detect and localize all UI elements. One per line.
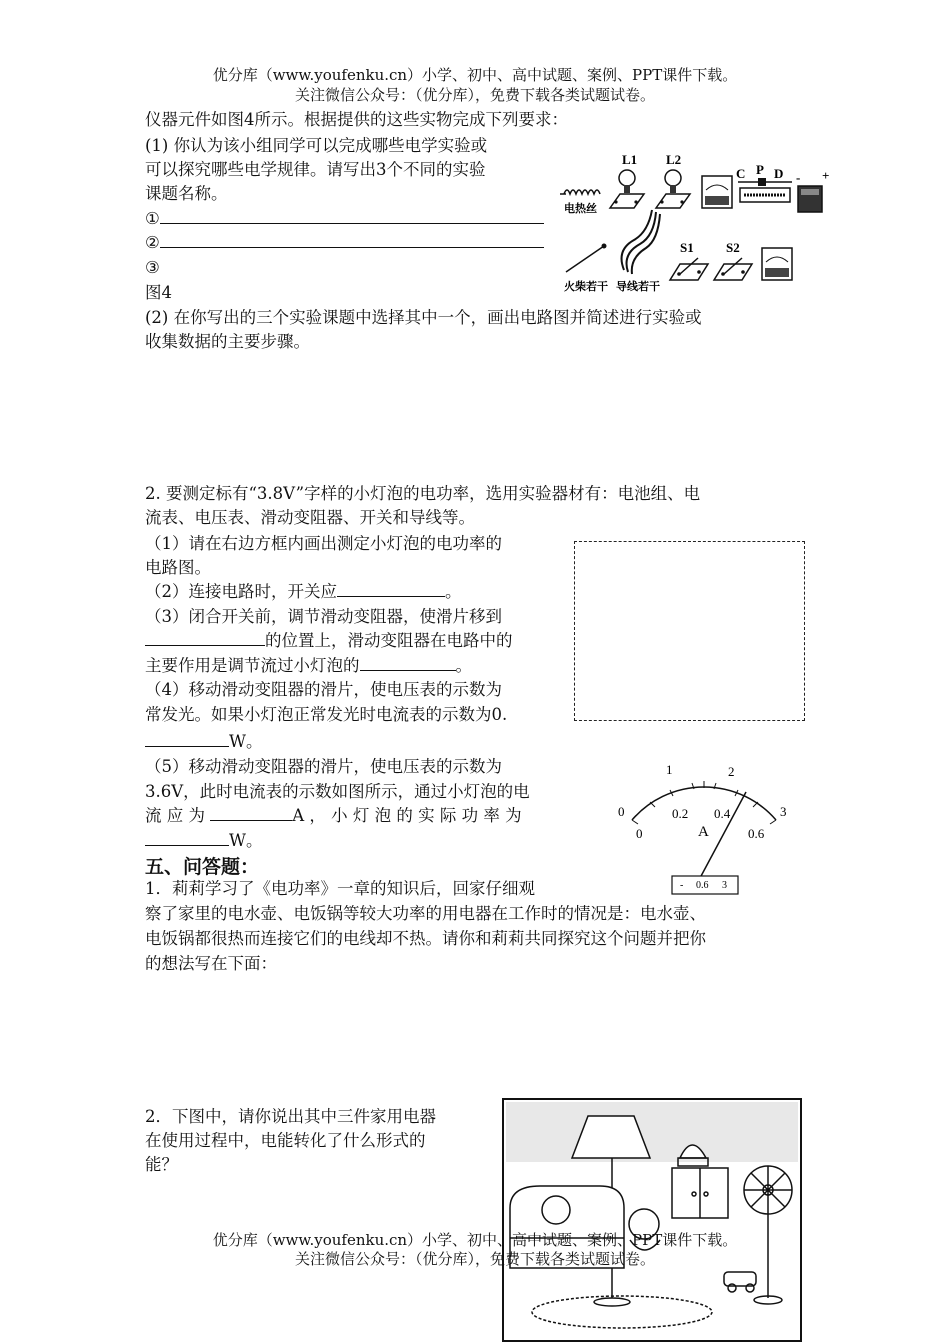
q2-p3-line3-text: 主要作用是调节流过小灯泡的	[145, 656, 360, 675]
answer-marker-2: ②	[145, 233, 160, 252]
q2-p3-line2-text: 的位置上，滑动变阻器在电路中的	[265, 631, 513, 650]
answer-blank-2[interactable]	[160, 231, 544, 248]
lower-tick-0: 0	[636, 826, 643, 841]
battery-icon	[798, 186, 822, 212]
s5-q1-line4: 的想法写在下面：	[145, 954, 277, 973]
terminal-negative: -	[680, 880, 684, 891]
q2-line2: 流表、电压表、滑动变阻器、开关和导线等。	[145, 508, 475, 527]
switch-s2-icon	[714, 258, 752, 280]
q2-p2-line	[145, 580, 462, 604]
footer-line-2: 关注微信公众号：（优分库），免费下载各类试题试卷。	[294, 1250, 655, 1268]
battery-minus-label: -	[796, 170, 801, 185]
footer-line-1: 优分库（www.youfenku.cn）小学、初中、高中试题、案例、PPT课件下载。	[212, 1231, 738, 1249]
section-5-heading: 五、问答题：	[145, 856, 260, 878]
answer-marker-1: ①	[145, 209, 160, 228]
answer-line-1	[145, 207, 544, 231]
rheostat-role-blank[interactable]	[360, 654, 456, 671]
q1-part1-line3: 课题名称。	[145, 184, 228, 203]
q2-p5-line4-end: W。	[229, 831, 263, 850]
q2-p4-line3	[145, 730, 262, 754]
q2-p5-line3a: 流 应 为	[145, 806, 205, 825]
q1-intro: 仪器元件如图4所示。根据提供的这些实物完成下列要求：	[145, 110, 568, 129]
bulb-l2-icon	[656, 170, 690, 208]
l2-label: L2	[666, 152, 682, 167]
q1-part1-line2: 可以探究哪些电学规律。请写出3个不同的实验	[145, 160, 486, 179]
household-appliances-illustration	[502, 1098, 802, 1342]
matches-icon	[566, 244, 607, 273]
lower-tick-2: 0.4	[714, 806, 731, 821]
rheostat-icon	[738, 178, 792, 202]
terminal-0-6: 0.6	[696, 880, 709, 891]
q2-p3-line3	[145, 654, 472, 678]
q2-p3-line3-end: 。	[455, 656, 472, 675]
upper-tick-0: 0	[618, 804, 625, 819]
q2-p3-line2	[145, 629, 513, 653]
s5-q2-line1: 2．下图中，请你说出其中三件家用电器	[145, 1107, 436, 1126]
current-blank[interactable]	[210, 804, 292, 821]
s1-label: S1	[680, 240, 694, 255]
lower-tick-3: 0.6	[748, 826, 765, 841]
s5-q1-line3: 电饭锅都很热而连接它们的电线却不热。请你和莉莉共同探究这个问题并把你	[145, 929, 706, 948]
slider-position-blank[interactable]	[145, 629, 265, 646]
battery-plus-label: +	[822, 168, 830, 183]
answer-blank-1[interactable]	[160, 207, 544, 224]
l1-label: L1	[622, 152, 638, 167]
q2-p4-line1: （4）移动滑动变阻器的滑片，使电压表的示数为	[145, 680, 502, 699]
header-line-1: 优分库（www.youfenku.cn）小学、初中、高中试题、案例、PPT课件下载。	[212, 66, 738, 84]
figure-4-apparatus	[558, 150, 838, 298]
meter-icon	[762, 248, 792, 280]
q2-p4-line3-end: W。	[229, 732, 263, 751]
s5-q2-line2: 在使用过程中，电能转化了什么形式的	[145, 1131, 426, 1150]
switch-s1-icon	[670, 258, 708, 280]
lower-tick-1: 0.2	[672, 806, 689, 821]
upper-tick-3: 3	[780, 804, 787, 819]
q2-p5-line3	[145, 804, 522, 828]
q1-part1-line1: (1) 你认为该小组同学可以完成哪些电学实验或	[145, 136, 488, 155]
q2-p5-line2: 3.6V，此时电流表的示数如图所示，通过小灯泡的电	[145, 782, 530, 801]
s5-q1-line1: 1．莉莉学习了《电功率》一章的知识后，回家仔细观	[145, 879, 535, 898]
heater-coil-icon	[560, 190, 600, 194]
actual-power-blank[interactable]	[145, 829, 229, 846]
switch-state-blank[interactable]	[337, 580, 445, 597]
q2-line1: 2. 要测定标有“3.8V”字样的小灯泡的电功率，选用实验器材有：电池组、电	[145, 484, 701, 503]
ammeter-unit: A	[698, 824, 709, 840]
s5-q1-line2: 察了家里的电水壶、电饭锅等较大功率的用电器在工作时的情况是：电水壶、	[145, 904, 706, 923]
q2-p5-line1: （5）移动滑动变阻器的滑片，使电压表的示数为	[145, 757, 502, 776]
figure-4-label: 图4	[145, 283, 172, 302]
heater-label: 电热丝	[564, 202, 597, 215]
bulb-l1-icon	[610, 170, 644, 208]
q2-p5-line3b: A ， 小 灯 泡 的 实 际 功 率 为	[292, 806, 522, 825]
header-line-2: 关注微信公众号：（优分库），免费下载各类试题试卷。	[294, 86, 655, 104]
q2-p2-text: （2）连接电路时，开关应	[145, 582, 337, 601]
upper-tick-2: 2	[728, 764, 735, 779]
terminal-3: 3	[722, 880, 727, 891]
q2-p2-end: 。	[445, 582, 462, 601]
rheostat-c-label: C	[736, 166, 746, 181]
q1-part2-line2: 收集数据的主要步骤。	[145, 332, 310, 351]
matches-label: 火柴若干	[564, 280, 608, 293]
rheostat-d-label: D	[774, 166, 784, 181]
meter-icon	[702, 176, 732, 208]
q1-part2-line1: (2) 在你写出的三个实验课题中选择其中一个，画出电路图并简述进行实验或	[145, 308, 702, 327]
wires-icon	[622, 210, 660, 274]
cabinet-icon	[672, 1168, 728, 1218]
answer-line-2	[145, 231, 544, 255]
rated-power-blank[interactable]	[145, 730, 229, 747]
s2-label: S2	[726, 240, 740, 255]
q2-p5-line4	[145, 829, 262, 853]
q2-p1-line1: （1）请在右边方框内画出测定小灯泡的电功率的	[145, 534, 502, 553]
q2-p1-line2: 电路图。	[145, 558, 211, 577]
q2-p4-line2: 常发光。如果小灯泡正常发光时电流表的示数为0.	[145, 705, 508, 724]
q2-p3-line1: （3）闭合开关前，调节滑动变阻器，使滑片移到	[145, 607, 502, 626]
answer-marker-3: ③	[145, 258, 160, 277]
ammeter-dial	[610, 758, 800, 898]
wires-label: 导线若干	[616, 280, 660, 293]
circuit-diagram-box[interactable]	[574, 541, 805, 721]
s5-q2-line3: 能？	[145, 1155, 178, 1174]
rheostat-p-label: P	[756, 162, 764, 177]
upper-tick-1: 1	[666, 762, 673, 777]
